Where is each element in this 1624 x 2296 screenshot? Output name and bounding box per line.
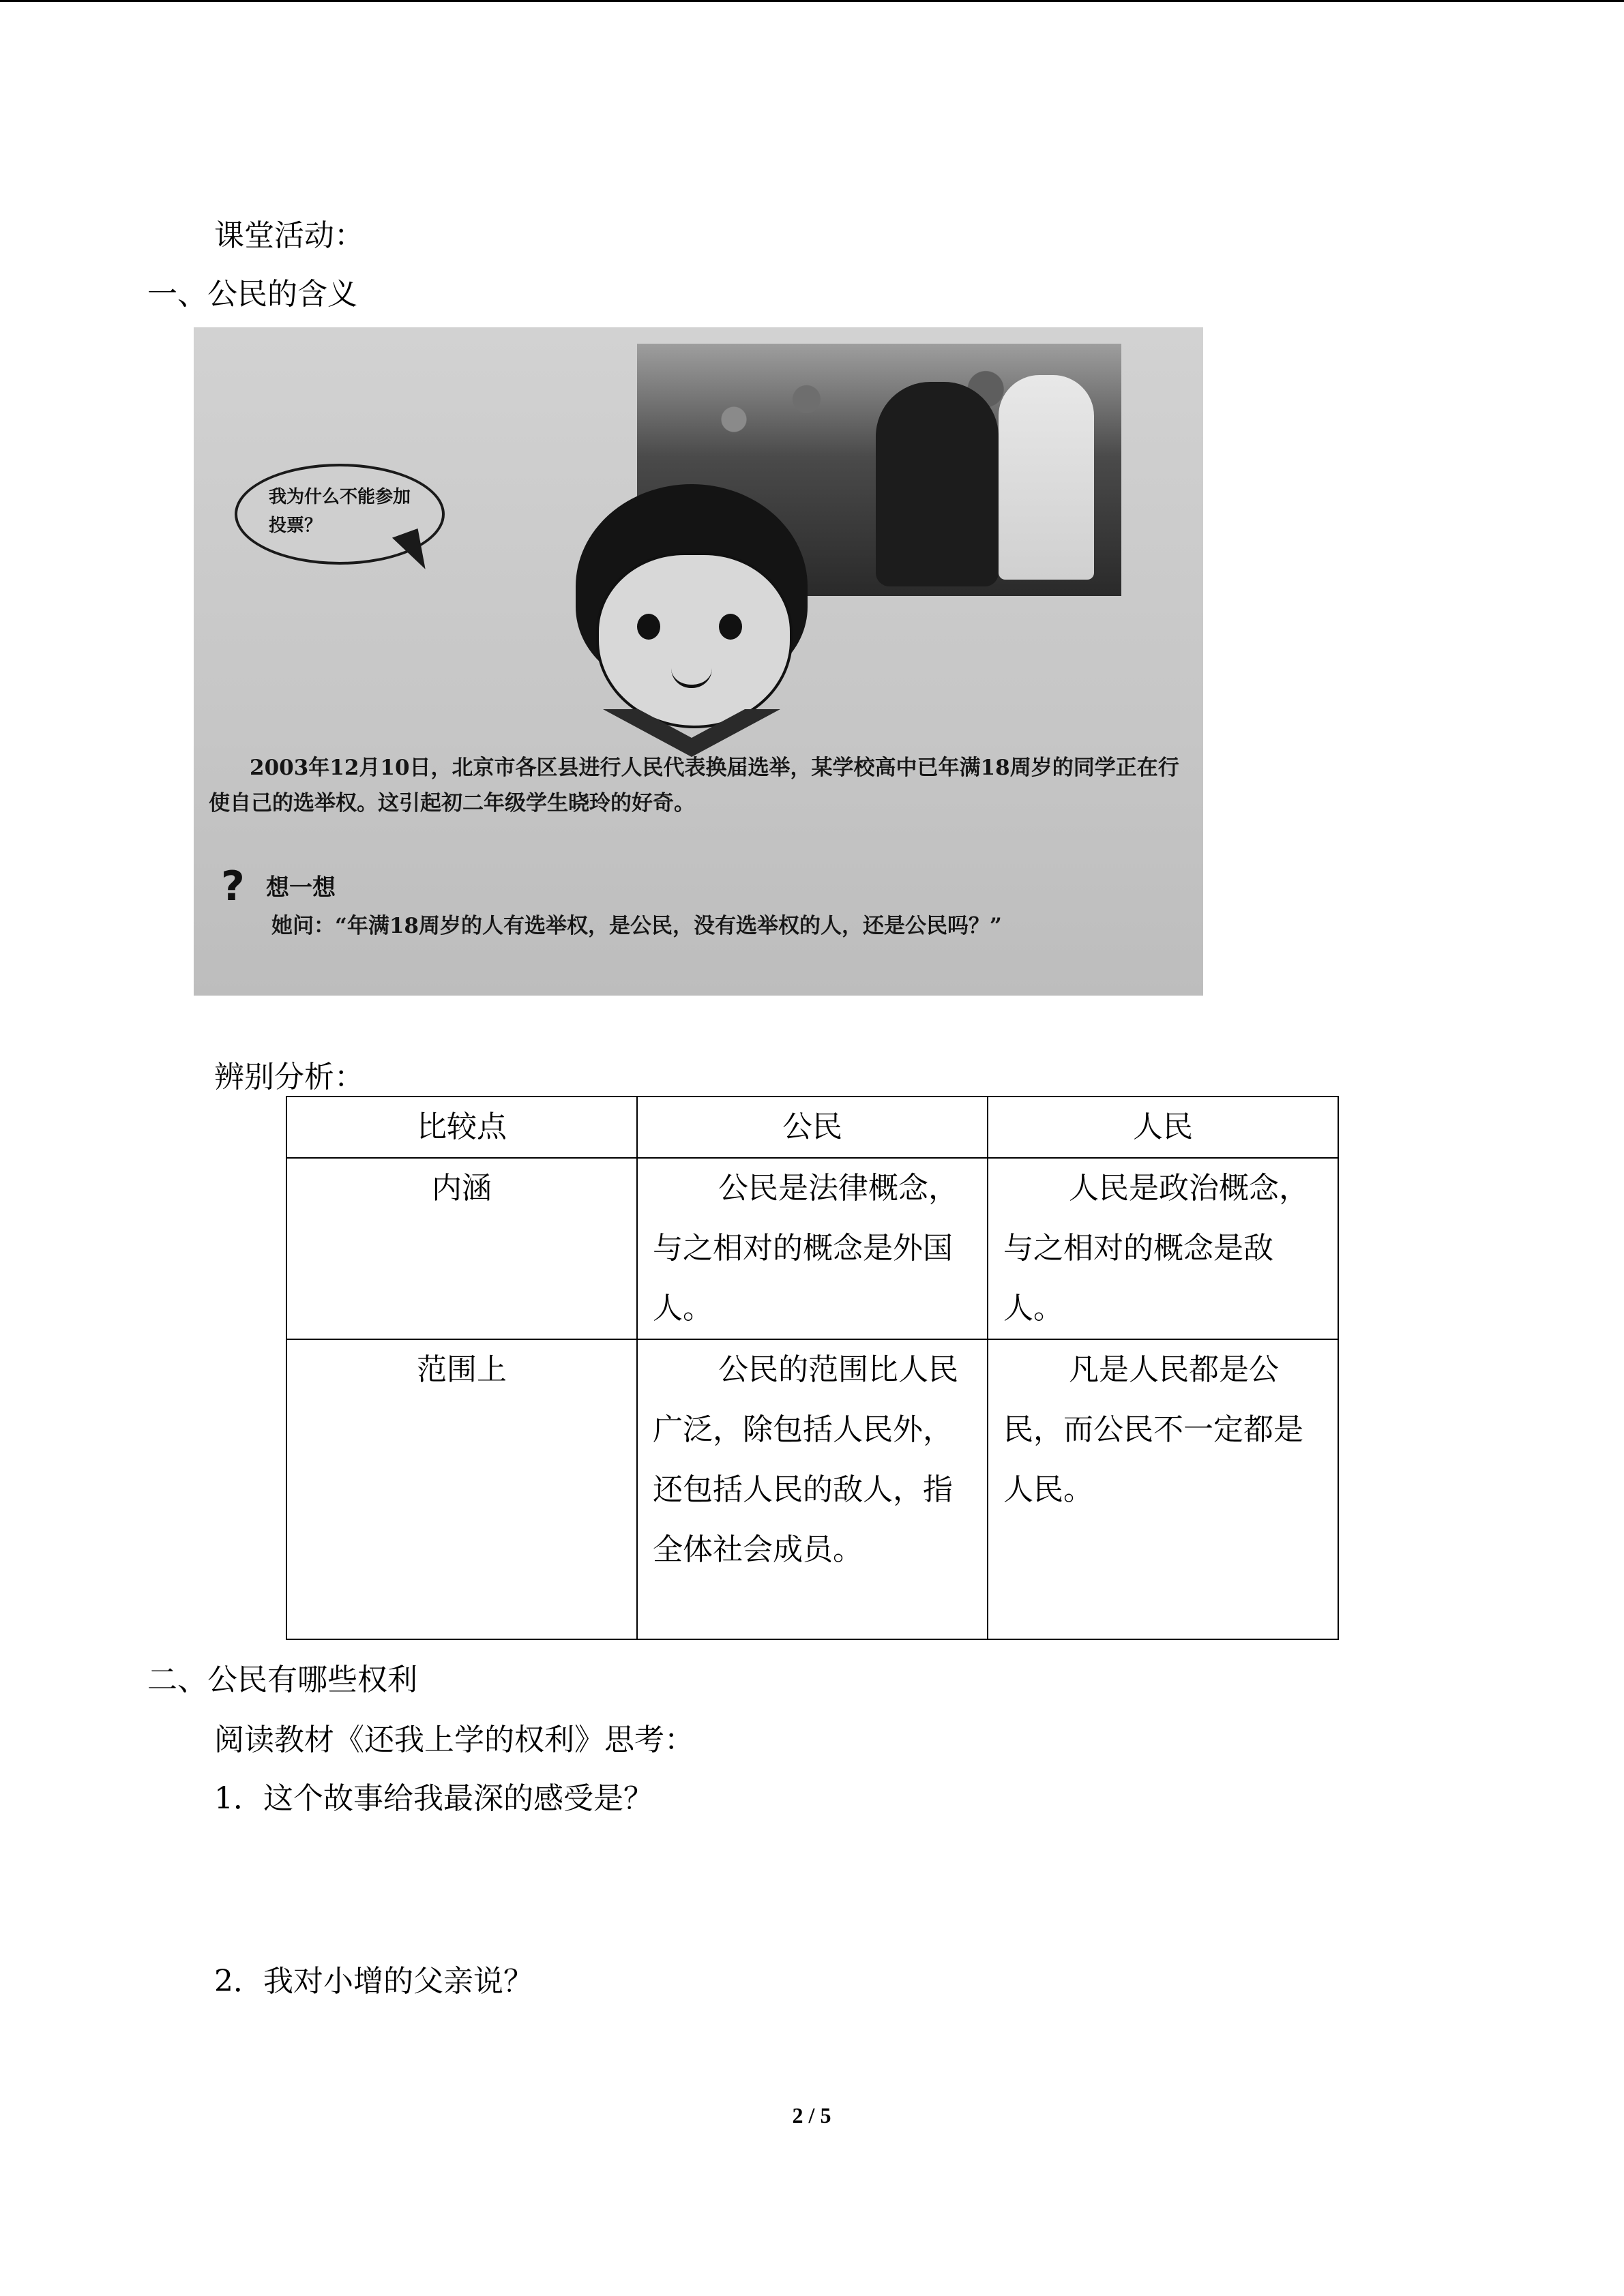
table-header-row [286,1097,1338,1158]
row-point-connotation: 内涵 [286,1158,637,1339]
people-scope: 凡是人民都是公民，而公民不一定都是人民。 [988,1339,1338,1639]
activity-heading: 课堂活动： [214,218,364,253]
girl-cartoon [596,552,793,728]
page-number: 2 / 5 [792,2103,831,2128]
question-1: 1．这个故事给我最深的感受是？ [214,1781,653,1816]
official-figure [999,375,1094,580]
citizen-scope: 公民的范围比人民广泛，除包括人民外，还包括人民的敌人，指全体社会成员。 [637,1339,988,1639]
table-row [286,1158,1338,1339]
voter-figure [876,382,999,586]
section1-title: 一、公民的含义 [147,277,357,312]
textbook-photo [194,327,1203,996]
comparison-table [286,1096,1339,1640]
table-row [286,1339,1338,1639]
header-citizen: 公民 [637,1097,988,1158]
analysis-label: 辨别分析： [214,1060,364,1094]
header-comparison-point: 比较点 [286,1097,637,1158]
think-title: 想一想 [266,874,336,901]
citizen-connotation: 公民是法律概念，与之相对的概念是外国人。 [637,1158,988,1339]
section2-title: 二、公民有哪些权利 [147,1663,417,1697]
speech-bubble-text: 我为什么不能参加投票？ [269,487,411,536]
row-point-scope: 范围上 [286,1339,637,1639]
photo-caption: 2003年12月10日，北京市各区县进行人民代表换届选举，某学校高中已年满18周岁的同学正在行使自己的选举权。这引起初二年级学生晓玲的好奇。 [209,756,1179,816]
girl-right-eye [719,614,742,640]
header-people: 人民 [988,1097,1338,1158]
top-border-rule [0,0,1624,2]
question-2: 2．我对小增的父亲说？ [214,1964,533,1999]
girl-left-eye [637,614,660,640]
question-mark-icon: ? [221,863,245,910]
photo-question: 她问：“年满18周岁的人有选举权，是公民，没有选举权的人，还是公民吗？” [271,914,1002,938]
people-connotation: 人民是政治概念，与之相对的概念是敌人。 [988,1158,1338,1339]
section2-instruction: 阅读教材《还我上学的权利》思考： [214,1723,694,1757]
